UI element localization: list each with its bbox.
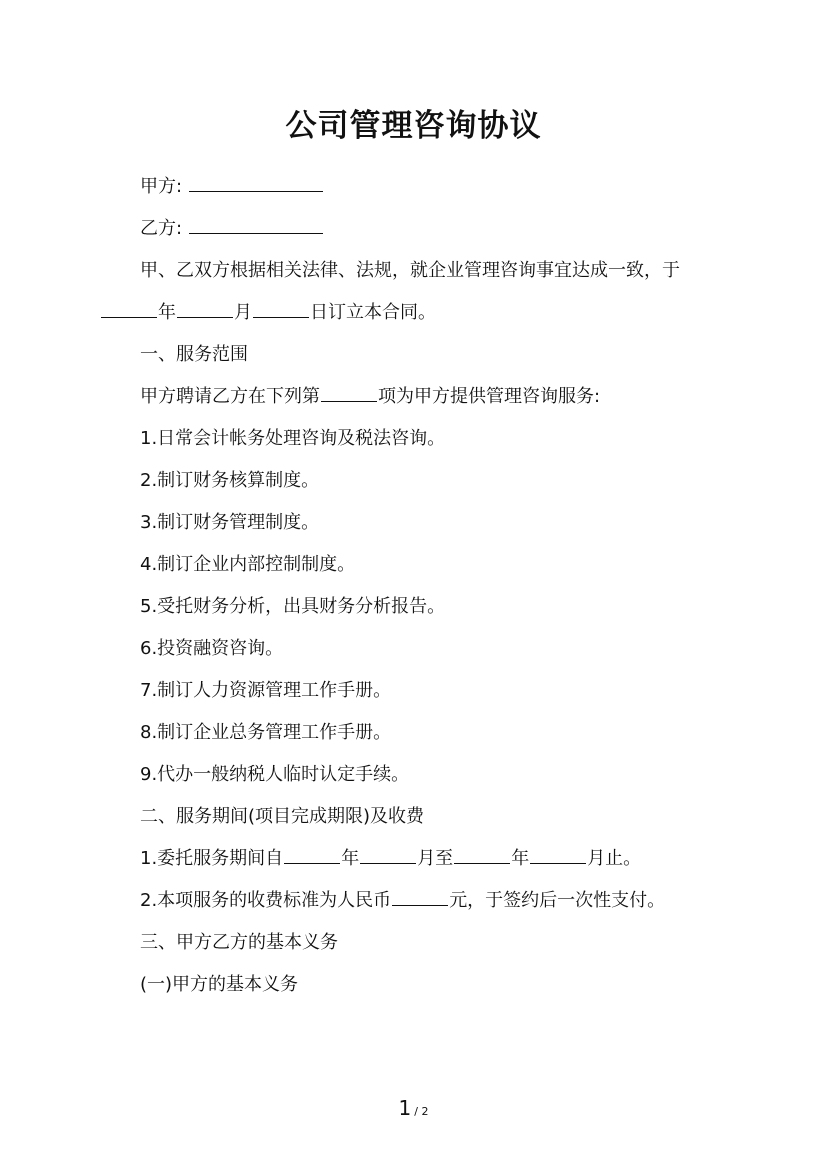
intro-line-2 (100, 299, 436, 327)
service-item: 5.受托财务分析，出具财务分析报告。 (140, 596, 446, 617)
party-b-label: 乙方: (140, 218, 183, 239)
service-item: 6.投资融资咨询。 (140, 638, 284, 659)
start-month-blank (360, 845, 416, 864)
intro-line-1: 甲、乙双方根据相关法律、法规，就企业管理咨询事宜达成一致，于 (140, 260, 680, 281)
service-item: 8.制订企业总务管理工作手册。 (140, 722, 392, 743)
party-a-line (140, 173, 324, 201)
start-year-blank (284, 845, 340, 864)
start-year-label: 年 (341, 848, 360, 869)
section1-intro-before: 甲方聘请乙方在下列第 (140, 386, 320, 407)
end-month-blank (530, 845, 586, 864)
month-to-label: 月至 (417, 848, 454, 869)
page-footer (0, 1094, 827, 1126)
fee-amount-blank (392, 887, 448, 906)
section1-intro (140, 383, 600, 411)
section3-subheading: (一)甲方的基本义务 (140, 974, 299, 995)
month-end-label: 月止。 (587, 848, 642, 869)
document-title: 公司管理咨询协议 (285, 108, 542, 144)
party-a-blank (189, 173, 323, 192)
section1-heading: 一、服务范围 (140, 344, 248, 365)
day-rest-label: 日订立本合同。 (310, 302, 436, 323)
period-prefix: 1.委托服务期间自 (140, 848, 284, 869)
section2-heading: 二、服务期间(项目完成期限)及收费 (140, 806, 425, 827)
service-item: 9.代办一般纳税人临时认定手续。 (140, 764, 410, 785)
month-label: 月 (234, 302, 252, 323)
party-b-blank (189, 215, 323, 234)
service-item: 2.制订财务核算制度。 (140, 470, 320, 491)
fee-prefix: 2.本项服务的收费标准为人民币 (140, 890, 392, 911)
page-number: 1 (398, 1096, 412, 1120)
service-item: 1.日常会计帐务处理咨询及税法咨询。 (140, 428, 446, 449)
sign-month-blank (177, 299, 233, 318)
page-total: / 2 (414, 1105, 429, 1118)
section1-intro-after: 项为甲方提供管理咨询服务: (378, 386, 601, 407)
fee-suffix: 元，于签约后一次性支付。 (449, 890, 666, 911)
sign-day-blank (253, 299, 309, 318)
fee-line (140, 887, 665, 915)
party-b-line (140, 215, 324, 243)
end-year-label: 年 (511, 848, 530, 869)
service-item-blank (321, 383, 377, 402)
service-period-line (140, 845, 641, 873)
service-item: 7.制订人力资源管理工作手册。 (140, 680, 392, 701)
sign-year-blank (101, 299, 157, 318)
end-year-blank (454, 845, 510, 864)
party-a-label: 甲方: (140, 176, 183, 197)
service-item: 3.制订财务管理制度。 (140, 512, 320, 533)
section3-heading: 三、甲方乙方的基本义务 (140, 932, 338, 953)
service-item: 4.制订企业内部控制制度。 (140, 554, 356, 575)
year-label: 年 (158, 302, 176, 323)
